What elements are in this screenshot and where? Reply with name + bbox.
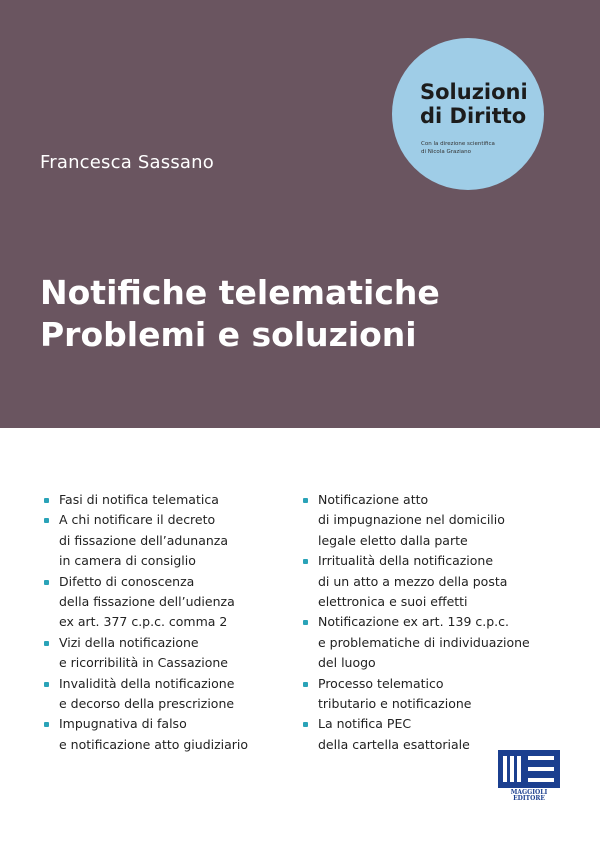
book-title-line-1: Notifiche telematiche: [40, 273, 440, 312]
publisher-name-line-2: EDITORE: [513, 795, 545, 802]
topic-item: [303, 612, 568, 673]
topic-line: Processo telematico: [318, 675, 444, 691]
topic-line: del luogo: [318, 655, 376, 671]
topic-line: di un atto a mezzo della posta: [318, 573, 508, 589]
topic-line: Difetto di conoscenza: [59, 573, 195, 589]
series-title-line-2: di Diritto: [420, 104, 527, 128]
topic-item: [44, 490, 294, 510]
series-subtitle-line-2: di Nicola Graziano: [421, 149, 471, 155]
topic-item: [303, 490, 568, 551]
topic-item: [303, 674, 568, 715]
topic-item: [44, 714, 294, 755]
bullet-icon: [303, 682, 308, 687]
series-subtitle: [421, 140, 531, 156]
topic-item: [44, 572, 294, 633]
topic-line: Notificazione atto: [318, 492, 429, 507]
publisher-name-line-1: MAGGIOLI: [510, 789, 548, 796]
topic-line: La notifica PEC: [318, 716, 412, 732]
topics-right-column: [303, 490, 568, 755]
topic-line: e problematiche di individuazione: [318, 634, 530, 650]
topic-line: di impugnazione nel domicilio: [318, 512, 505, 528]
book-title: [40, 272, 440, 356]
topic-line: tributario e notificazione: [318, 696, 472, 712]
bullet-icon: [303, 498, 308, 503]
maggioli-logo-icon: [498, 750, 560, 788]
bullet-icon: [303, 722, 308, 727]
topic-line: della fissazione dell’udienza: [59, 594, 235, 610]
topic-item: [44, 510, 294, 571]
series-title: [420, 80, 528, 128]
topic-line: di fissazione dell’adunanza: [59, 532, 228, 548]
series-subtitle-line-1: Con la direzione scientifica: [421, 141, 495, 147]
topic-line: Irritualità della notificazione: [318, 553, 494, 569]
topic-line: A chi notificare il decreto: [59, 512, 216, 528]
topic-line: Impugnativa di falso: [59, 716, 187, 732]
publisher-logo: [498, 750, 560, 802]
topic-item: [44, 633, 294, 674]
topic-line: Vizi della notificazione: [59, 634, 199, 650]
bullet-icon: [44, 498, 49, 503]
topic-item: [303, 551, 568, 612]
book-title-line-2: Problemi e soluzioni: [40, 315, 417, 354]
topic-line: Notificazione ex art. 139 c.p.c.: [318, 614, 509, 630]
author-name: Francesca Sassano: [40, 152, 214, 173]
topic-line: della cartella esattoriale: [318, 736, 470, 752]
bullet-icon: [44, 518, 49, 523]
topic-line: Invalidità della notificazione: [59, 675, 235, 691]
topic-line: in camera di consiglio: [59, 553, 196, 569]
topic-item: [44, 674, 294, 715]
bullet-icon: [44, 580, 49, 585]
bullet-icon: [44, 641, 49, 646]
bullet-icon: [44, 722, 49, 727]
topics-left-column: [44, 490, 294, 755]
bullet-icon: [303, 559, 308, 564]
topic-line: elettronica e suoi effetti: [318, 594, 468, 610]
topic-line: ex art. 377 c.p.c. comma 2: [59, 614, 228, 630]
bullet-icon: [44, 682, 49, 687]
bullet-icon: [303, 620, 308, 625]
topic-line: legale eletto dalla parte: [318, 532, 468, 548]
topic-line: e ricorribilità in Cassazione: [59, 655, 228, 671]
publisher-name: [498, 790, 560, 802]
topic-line: e decorso della prescrizione: [59, 696, 235, 712]
topic-line: e notificazione atto giudiziario: [59, 736, 249, 752]
topic-line: Fasi di notifica telematica: [59, 492, 219, 507]
series-title-line-1: Soluzioni: [420, 80, 528, 104]
